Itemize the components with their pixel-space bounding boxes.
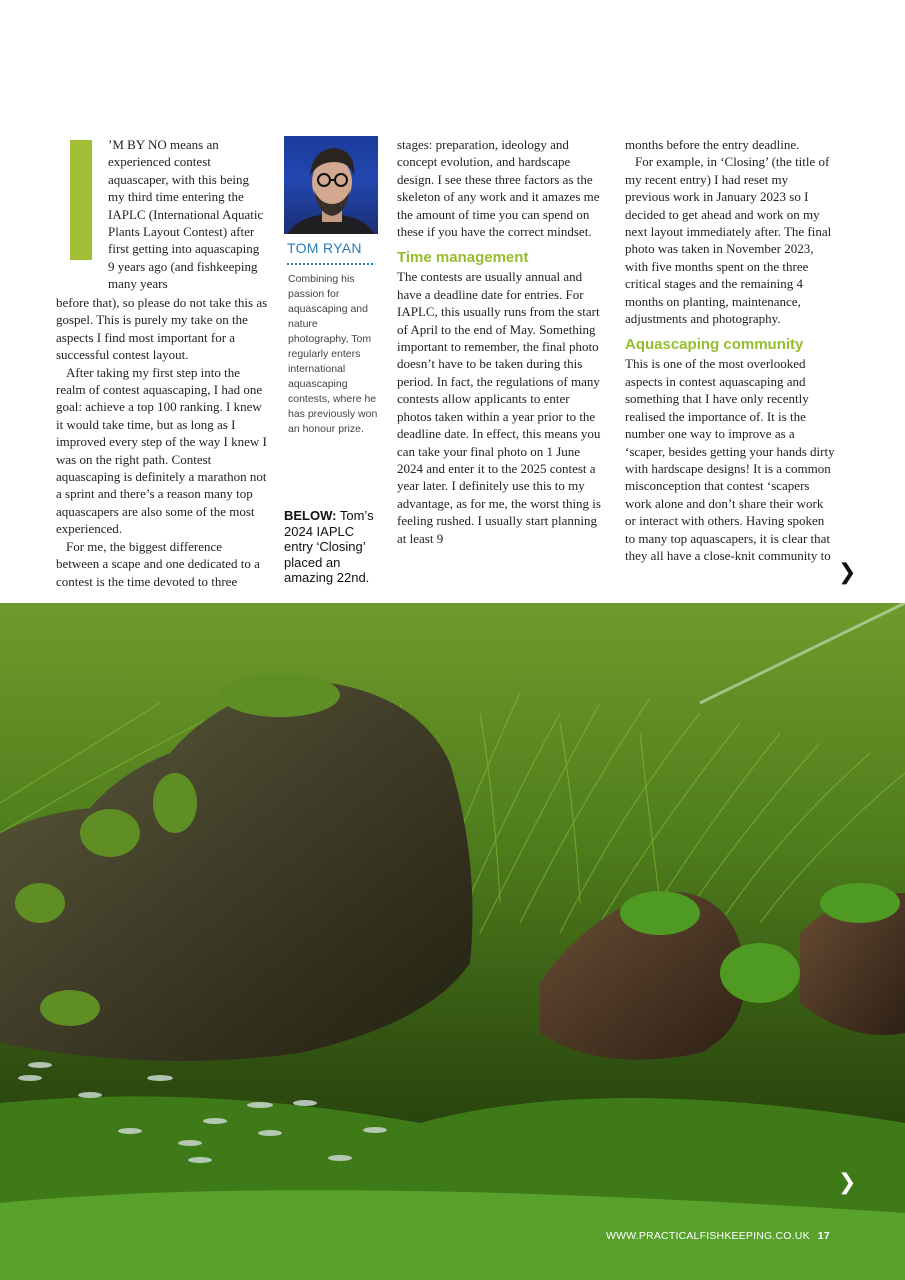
photo-caption [284, 508, 376, 586]
caption-label: BELOW: [284, 508, 337, 523]
continue-chevron-icon: ❯ [838, 1170, 857, 1195]
continue-chevron-icon: ❯ [838, 560, 857, 585]
intro-paragraph-end: before that), so please do not take this as gospel. This is purely my take on the aspects I find most important for a successful contest layout. [56, 295, 268, 363]
divider [287, 263, 373, 265]
column-3 [397, 136, 607, 547]
page-number: 17 [817, 1230, 830, 1242]
drop-cap-letter-i [70, 140, 92, 260]
author-name: TOM RYAN [287, 240, 362, 256]
author-portrait [284, 136, 378, 234]
section-heading-aquascaping-community: Aquascaping community [625, 336, 804, 354]
caption-text: Tom’s 2024 IAPLC entry ‘Closing’ placed an amazing 22nd. [284, 508, 374, 585]
body-paragraph: months before the entry deadline. [625, 137, 800, 152]
column-1 [56, 294, 268, 590]
body-paragraph: stages: preparation, ideology and concept evolution, and hardscape design. I see these three factors as the skeleton of any work and it amazes me the amount of time you can spend on these if you have the correct mindset. [397, 137, 600, 240]
aquascape-photo [0, 603, 905, 1280]
body-paragraph: This is one of the most overlooked aspects in contest aquascaping and something that I have only recently realised the importance of. It is the number one way to improve as a ‘scaper, besides getting your hands dirty with hardscape designs! It is a common misconception that contest ‘scapers work alone and don’t share their work or interact with others. Having spoken to many top aquascapers, it is clear that they all have a close-knit community to [625, 356, 835, 563]
intro-dropcap-text [108, 136, 268, 293]
intro-paragraph-start: ’M BY NO means an experienced contest aquascaper, with this being my third time entering the IAPLC (International Aquatic Plants Layout Contest) after first getting into aquascaping 9 years ago (and fishkeeping many years [108, 137, 264, 292]
column-4 [625, 136, 835, 564]
body-paragraph: For example, in ‘Closing’ (the title of my recent entry) I had reset my previous work in January 2023 so I decided to get ahead and work on my next layout immediately after. The final photo was taken in November 2023, with five months spent on the three critical stages and the remaining 4 months on planting, maintenance, adjustments and photography. [625, 154, 832, 327]
body-paragraph: For me, the biggest difference between a scape and one dedicated to a contest is the time devoted to three [56, 538, 260, 589]
section-heading-time-management: Time management [397, 249, 529, 267]
body-paragraph: After taking my first step into the realm of contest aquascaping, I had one goal: achieve a top 100 ranking. I knew it would take time, but as long as I improved every step of the way I knew I was on the right path. Contest aquascaping is definitely a marathon not a sprint and there’s a reason many top aquascapers are also some of the most experienced. [56, 364, 267, 537]
body-paragraph: The contests are usually annual and have a deadline date for entries. For IAPLC, this usually runs from the start of April to the end of May. Something important to remember, the final photo doesn’t have to be taken during this period. In fact, the regulations of many contests allow applicants to enter photos taken within a year prior to the deadline date. In effect, this means you can take your final photo on 1 June 2024 and enter it to the 2025 contest a year later. I definitely use this to my advantage, as for me, the worst thing is feeling rushed. I usually start planning at least 9 [397, 269, 601, 546]
page-footer [606, 1230, 830, 1242]
website-url: WWW.PRACTICALFISHKEEPING.CO.UK [606, 1230, 810, 1242]
author-bio: Combining his passion for aquascaping and nature photography, Tom regularly enters international aquascaping contests, where he has previously won an honour prize. [288, 273, 378, 435]
